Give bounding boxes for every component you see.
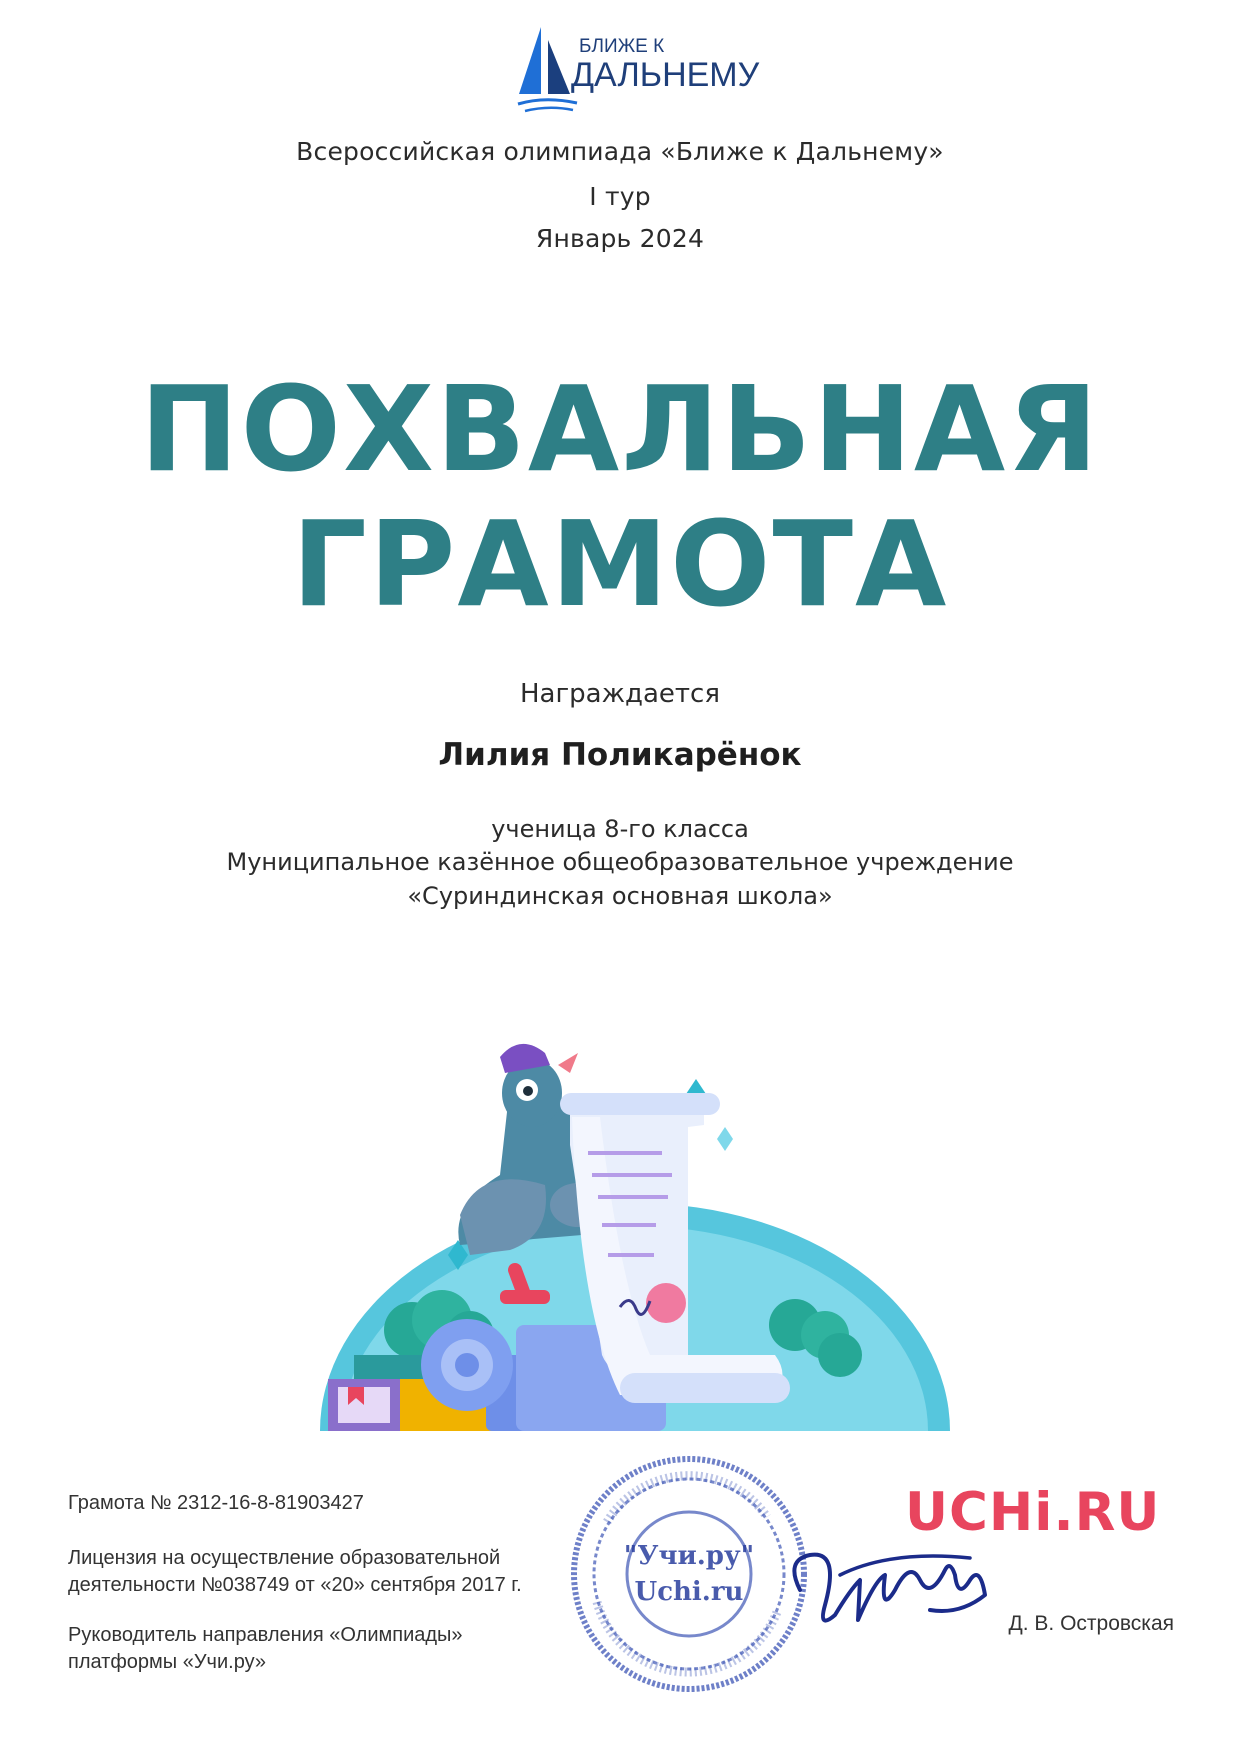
round-label: I тур [589,182,651,211]
license-line2: деятельности №038749 от «20» сентября 2017 г. [68,1574,522,1596]
stamp-text-bottom: Uchi.ru [634,1577,744,1607]
stamp-icon [567,1452,812,1697]
signer-name: Д. В. Островская [1008,1612,1174,1635]
title-line2: ГРАМОТА [291,495,949,633]
pigeon-scroll-illustration [320,1035,950,1435]
sailboat-logo-icon [515,22,760,118]
seal-icon [646,1283,686,1323]
olympiad-name: Всероссийская олимпиада «Ближе к Дальнему» [296,137,944,166]
awarded-label: Награждается [520,679,720,709]
logo-line1: БЛИЖЕ К [579,36,665,57]
certificate-number: Грамота № 2312-16-8-81903427 [68,1492,364,1514]
uchi-ru-logo: UCHi.RU [905,1482,1161,1543]
license-line1: Лицензия на осуществление образовательной [68,1547,501,1569]
stamp-text-top: "Учи.ру" [623,1541,755,1571]
logo-line2: ДАЛЬНЕМУ [571,56,760,94]
recipient-name: Лилия Поликарёнок [438,737,802,773]
grade-label: ученица 8-го класса [491,815,749,843]
head-line2: платформы «Учи.ру» [68,1651,266,1673]
school-line2: «Суриндинская основная школа» [407,882,833,910]
sparkle-icon [717,1127,733,1151]
head-line1: Руководитель направления «Олимпиады» [68,1624,463,1646]
title-line1: ПОХВАЛЬНАЯ [139,360,1101,498]
date-label: Январь 2024 [535,224,705,253]
school-line1: Муниципальное казённое общеобразовательное учреждение [226,848,1014,876]
